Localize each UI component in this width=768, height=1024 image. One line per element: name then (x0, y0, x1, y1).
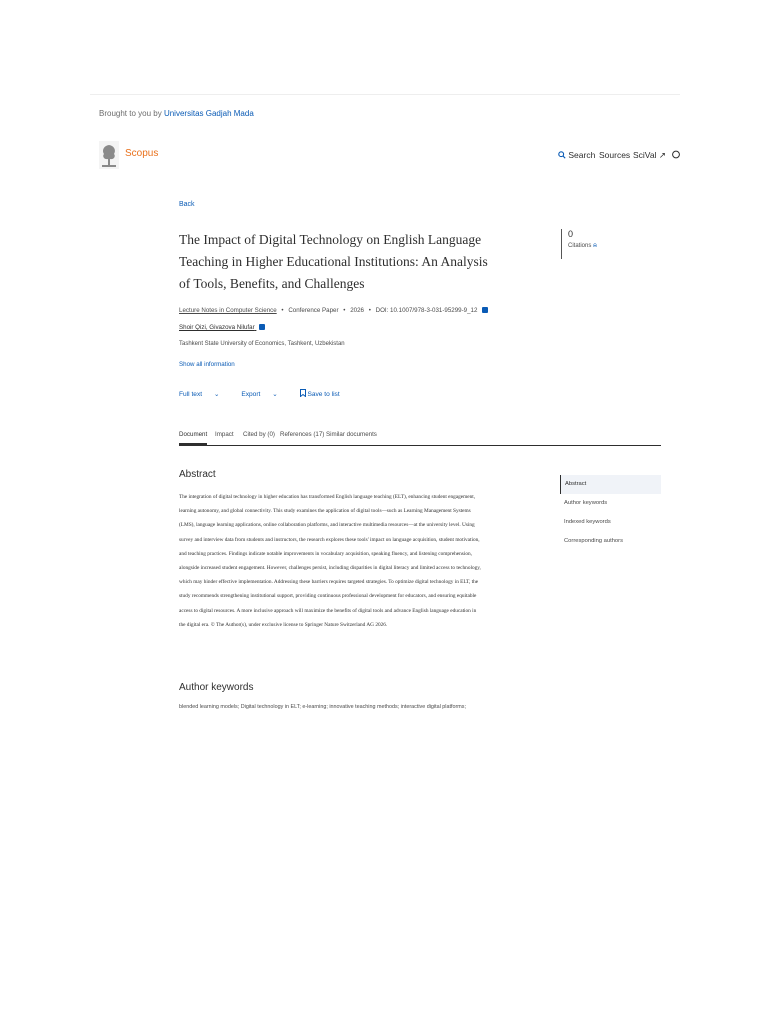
document-type: Conference Paper (288, 307, 339, 314)
full-text-button[interactable] (179, 391, 231, 398)
author-list[interactable] (179, 324, 265, 331)
affiliation: Tashkent State University of Economics, Tashkent, Uzbekistan (179, 341, 345, 347)
scival-nav-link[interactable]: SciVal ↗ (633, 150, 666, 160)
export-label: Export (241, 391, 261, 398)
search-nav-label: Search (568, 150, 596, 160)
sidenav-item-abstract[interactable]: Abstract (560, 475, 661, 494)
document-tabs (179, 431, 661, 446)
tab-document[interactable]: Document (179, 431, 208, 438)
source-title-link[interactable]: Lecture Notes in Computer Science (179, 307, 277, 314)
help-icon[interactable] (672, 150, 680, 161)
action-bar (179, 389, 360, 398)
citations-label-row (568, 243, 597, 250)
save-to-list-label: Save to list (307, 391, 340, 398)
tab-impact[interactable]: Impact (215, 431, 234, 438)
tab-references[interactable]: References (17) (280, 431, 325, 438)
sidenav-item-author-keywords[interactable]: Author keywords (564, 500, 608, 506)
show-all-information-link[interactable]: Show all information (179, 361, 235, 368)
copy-doi-icon[interactable] (482, 307, 488, 313)
full-text-label: Full text (179, 391, 203, 398)
sidenav-item-indexed-keywords[interactable]: Indexed keywords (564, 519, 611, 525)
publication-year: 2026 (350, 307, 364, 314)
citations-label: Citations (568, 243, 592, 249)
search-nav-button[interactable] (558, 150, 595, 160)
brought-to-you-by (99, 109, 254, 118)
export-button[interactable] (241, 391, 289, 398)
sidenav-item-corresponding-authors[interactable]: Corresponding authors (564, 538, 623, 544)
tab-similar-documents[interactable]: Similar documents (326, 431, 377, 438)
meta-separator: • (343, 307, 346, 314)
doi: DOI: 10.1007/978-3-031-95299-9_12 (375, 307, 478, 314)
header (90, 139, 680, 169)
scopus-logo[interactable]: Scopus (125, 148, 159, 159)
abstract-text: The integration of digital technology in higher education has transformed English language teaching (ELT), enhancing student engagement, learning autonomy, and global connectivity. This study examines the application of digital tools—such as Learning Management Systems (LMS), language learning applications, online collaboration platforms, and interactive multimedia resources—at the university level. Using survey and interview data from students and instructors, the research explores these tools' impact on language acquisition, student motivation, and teaching practices. Findings indicate notable improvements in vocabulary acquisition, speaking fluency, and listening comprehension, alongside increased student engagement. However, challenges persist, including disparities in digital literacy and limited access to technology, which may hinder effective implementation. Addressing these barriers requires targeted strategies. To optimize digital technology in ELT, the study recommends strengthening institutional support, providing continuous professional development for educators, and ensuring equitable access to digital resources. A more inclusive approach will maximize the benefits of digital tools and advance English language education in the digital era. © The Author(s), under exclusive license to Springer Nature Switzerland AG 2026. (179, 494, 481, 628)
tab-cited-by[interactable]: Cited by (0) (243, 431, 275, 438)
sources-nav-button[interactable]: Sources (599, 150, 631, 160)
section-sidenav (560, 475, 661, 551)
search-icon (558, 151, 566, 159)
author-names[interactable]: Shoir Qizi, Givazova Nilufar (179, 324, 255, 331)
abstract-heading: Abstract (179, 469, 216, 480)
meta-separator: • (368, 307, 371, 314)
author-keywords-text: blended learning models; Digital technology in ELT; e-learning; innovative teaching methods; interactive digital platforms; (179, 704, 466, 710)
save-to-list-button[interactable] (300, 391, 350, 398)
scopus-page (90, 94, 680, 713)
document-meta (179, 307, 488, 314)
chevron-down-icon: ⌄ (272, 391, 278, 398)
citation-count: 0 (568, 229, 574, 239)
back-link[interactable]: Back (179, 201, 195, 208)
author-keywords-heading: Author keywords (179, 682, 254, 693)
brought-prefix: Brought to you by (99, 109, 162, 118)
document-title: The Impact of Digital Technology on English Language Teaching in Higher Educational Institutions: An Analysis of Tools, Benefits, and Challenges (179, 232, 488, 291)
elsevier-tree-icon[interactable] (99, 141, 119, 169)
citations-panel (561, 229, 597, 259)
bell-alert-icon[interactable]: ⍾ (593, 243, 597, 249)
institution-link[interactable]: Universitas Gadjah Mada (163, 109, 254, 118)
email-author-icon[interactable] (259, 324, 265, 330)
bookmark-icon (300, 389, 306, 397)
chevron-down-icon: ⌄ (213, 391, 220, 398)
meta-separator: • (281, 307, 284, 314)
